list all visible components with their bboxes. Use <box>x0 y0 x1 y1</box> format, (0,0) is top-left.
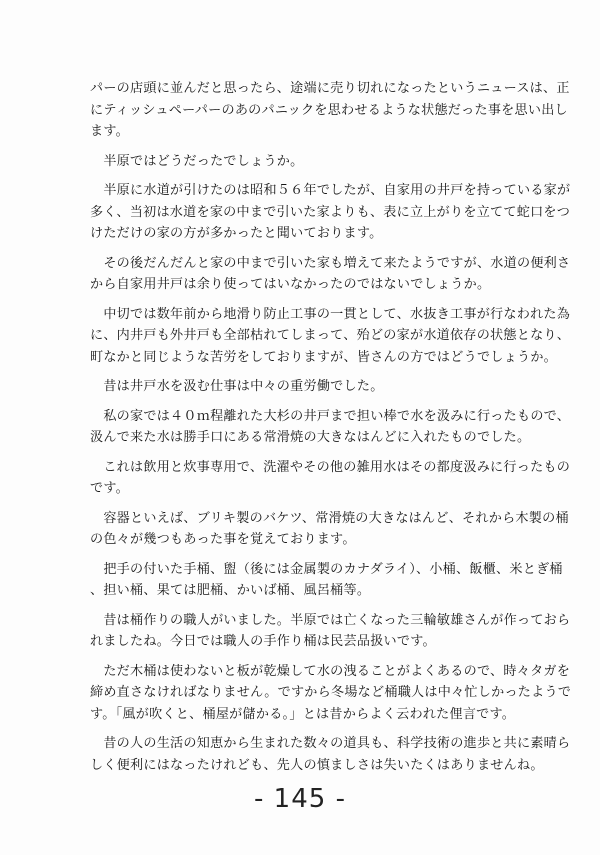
paragraph <box>90 559 563 602</box>
text-line: 把手の付いた手桶、盥（後には金属製のカナダライ）、小桶、飯櫃、米とぎ桶 <box>90 561 563 577</box>
text-line: に、内井戸も外井戸も全部枯れてしまって、殆どの家が水道依存の状態となり、 <box>90 328 571 343</box>
page-number: - 145 - <box>254 784 346 814</box>
paragraph <box>90 661 572 726</box>
text-line: 中切では数年前から地滑り防止工事の一貫として、水抜き工事が行なわれた為 <box>90 306 571 322</box>
paragraph-gap <box>90 449 520 457</box>
paragraph-gap <box>90 551 520 559</box>
paragraph-gap <box>90 725 520 733</box>
text-line: しく便利にはなったけれども、先人の慎ましさは失いたくはありませんね。 <box>90 757 544 773</box>
paragraph <box>90 253 571 296</box>
text-line: 昔は井戸水を汲む仕事は中々の重労働でした。 <box>90 379 384 394</box>
text-line: けただけの家の方が多かったと聞いております。 <box>90 226 383 241</box>
text-line: 汲んで来た水は勝手口にある常滑焼の大きなはんどに入れたものでした。 <box>90 430 531 445</box>
text-line: 多く、当初は水道を家の中まで引いた家よりも、表に立上がりを立てて蛇口をつ <box>90 204 571 220</box>
text-line: 、担い桶、果ては肥桶、かいば桶、風呂桶等。 <box>90 583 371 598</box>
text-line: その後だんだんと家の中まで引いた家も増えて来たようですが、水道の便利さ <box>90 255 571 271</box>
paragraph <box>90 406 571 449</box>
text-line: ます。 <box>90 124 129 139</box>
text-line: 私の家では４０ｍ程離れた大杉の井戸まで担い棒で水を汲みに行ったもので、 <box>90 408 571 424</box>
text-line: 容器といえば、ブリキ製のバケツ、常滑焼の大きなはんど、それから木製の桶 <box>90 510 569 526</box>
paragraph <box>90 180 571 245</box>
paragraph-gap <box>90 653 520 661</box>
text-line: にティッシュペーパーのあのパニックを思わせるような状態だった事を思い出し <box>90 102 568 118</box>
text-line: これは飲用と炊事専用で、洗濯やその他の雑用水はその都度汲みに行ったもの <box>90 459 571 475</box>
paragraph-gap <box>90 172 520 180</box>
text-line: 昔は桶作りの職人がいました。半原では亡くなった三輪敏雄さんが作っておら <box>90 612 571 628</box>
body-text <box>90 78 572 776</box>
text-line: 締め直さなければなりません。ですから冬場など桶職人は中々忙しかったようで <box>90 685 572 700</box>
paragraph <box>90 457 571 500</box>
paragraph-gap <box>90 143 520 151</box>
text-line: から自家用井戸は余り使ってはいなかったのではないでしょうか。 <box>90 277 491 292</box>
paragraph <box>90 733 571 776</box>
paragraph <box>90 508 569 551</box>
paragraph-gap <box>90 245 520 253</box>
paragraph-gap <box>90 296 520 304</box>
paragraph-gap <box>90 398 520 406</box>
text-line: 半原に水道が引けたのは昭和５６年でしたが、自家用の井戸を持っている家が <box>90 183 571 198</box>
text-line: パーの店頭に並んだと思ったら、途端に売り切れになったというニュースは、正 <box>90 81 570 96</box>
text-line: の色々が幾つもあった事を覚えております。 <box>90 532 356 547</box>
paragraph <box>90 304 571 369</box>
text-line: れましたね。今日では職人の手作り桶は民芸品扱いです。 <box>90 634 436 649</box>
text-line: す。「風が吹くと、桶屋が儲かる。」とは昔からよく云われた俚言です。 <box>90 706 516 722</box>
paragraph <box>90 78 570 143</box>
text-line: 昔の人の生活の知恵から生まれた数々の道具も、科学技術の進歩と共に素晴ら <box>90 736 571 751</box>
paragraph <box>90 376 520 398</box>
paragraph-gap <box>90 500 520 508</box>
text-line: です。 <box>90 481 129 496</box>
paragraph <box>90 610 571 653</box>
text-line: ただ木桶は使わないと板が乾燥して水の洩ることがよくあるので、時々タガを <box>90 663 571 679</box>
text-line: 半原ではどうだったでしょうか。 <box>90 153 304 169</box>
paragraph <box>90 151 520 173</box>
paragraph-gap <box>90 602 520 610</box>
text-line: 町なかと同じような苦労をしておりますが、皆さんの方ではどうでしょうか。 <box>90 349 558 365</box>
paragraph-gap <box>90 368 520 376</box>
